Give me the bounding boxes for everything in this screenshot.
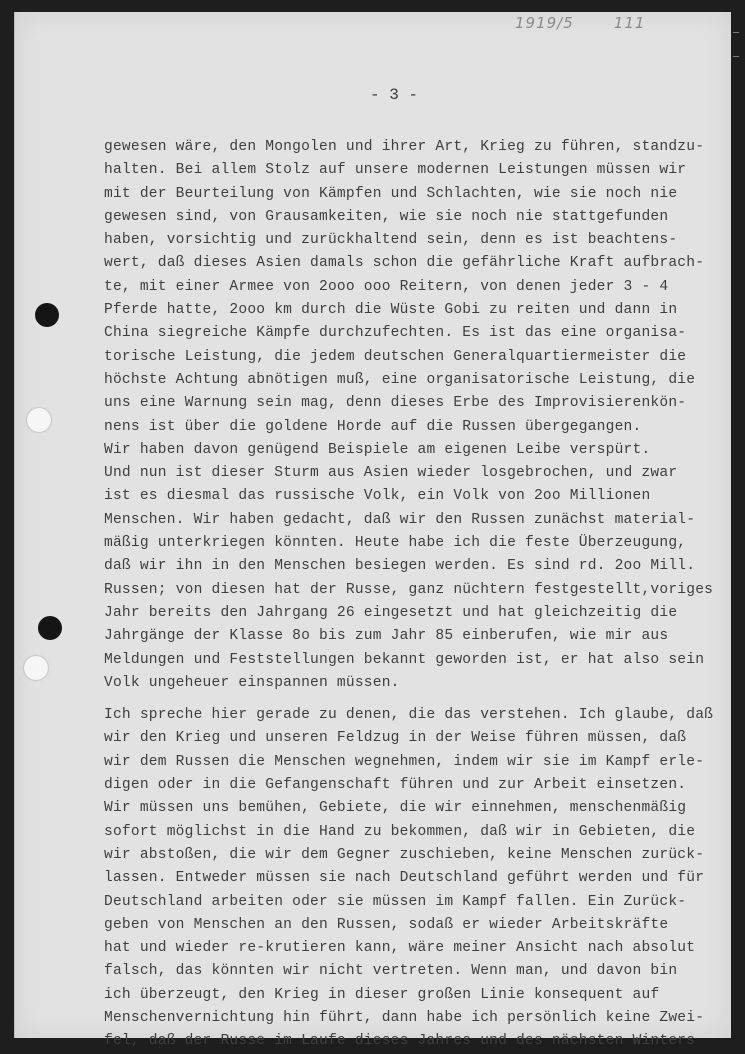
punch-hole (27, 408, 51, 432)
text-line: hat und wieder re-krutieren kann, wäre meiner Ansicht nach absolut (104, 940, 696, 957)
text-line: uns eine Warnung sein mag, denn dieses Erbe des Improvisierenkön- (104, 395, 687, 412)
archive-folio: 111 (613, 14, 646, 32)
text-line: Jahrgänge der Klasse 8o bis zum Jahr 85 einberufen, wie mir aus (104, 628, 669, 645)
punch-hole (35, 303, 59, 327)
text-line: mit der Beurteilung von Kämpfen und Schlachten, wie sie noch nie (104, 185, 678, 202)
text-line: Menschen. Wir haben gedacht, daß wir den Russen zunächst material- (104, 511, 696, 528)
archive-mark (515, 14, 645, 32)
text-line: sofort möglichst in die Hand zu bekommen, daß wir in Gebieten, die (104, 823, 696, 840)
text-line: Meldungen und Feststellungen bekannt geworden ist, er hat also sein (104, 651, 705, 668)
text-line: Wir müssen uns bemühen, Gebiete, die wir einnehmen, menschenmäßig (104, 800, 687, 817)
text-line: wir abstoßen, die wir dem Gegner zuschieben, keine Menschen zurück- (104, 846, 705, 863)
text-line: höchste Achtung abnötigen muß, eine organisatorische Leistung, die (104, 371, 696, 388)
text-line: falsch, das könnten wir nicht vertreten. Wenn man, und davon bin (104, 963, 678, 980)
text-line: Jahr bereits den Jahrgang 26 eingesetzt und hat gleichzeitig die (104, 604, 678, 621)
text-line: mäßig unterkriegen könnten. Heute habe ich die feste Überzeugung, (104, 535, 687, 552)
text-line: digen oder in die Gefangenschaft führen und zur Arbeit einsetzen. (104, 777, 687, 794)
edge-mark (733, 56, 739, 57)
text-line: Menschenvernichtung hin führt, dann habe ich persönlich keine Zwei- (104, 1009, 705, 1026)
text-line: daß wir ihn in den Menschen besiegen werden. Es sind rd. 2oo Mill. (104, 558, 696, 575)
text-line: Russen; von diesen hat der Russe, ganz nüchtern festgestellt,voriges (104, 581, 714, 598)
text-line: lassen. Entweder müssen sie nach Deutschland geführt werden und für (104, 870, 705, 887)
text-line: wir den Krieg und unseren Feldzug in der Weise führen müssen, daß (104, 730, 687, 747)
text-line: te, mit einer Armee von 2ooo ooo Reitern, von denen jeder 3 - 4 (104, 278, 669, 295)
archive-number: 1919/5 (515, 14, 574, 32)
text-line: fel, daß der Russe im Laufe dieses Jahres und des nächsten Winters (104, 1033, 696, 1050)
text-line: haben, vorsichtig und zurückhaltend sein, denn es ist beachtens- (104, 232, 678, 249)
text-line: gewesen wäre, den Mongolen und ihrer Art, Krieg zu führen, standzu- (104, 139, 705, 155)
punch-hole (24, 656, 48, 680)
text-line: Deutschland arbeiten oder sie müssen im Kampf fallen. Ein Zurück- (104, 893, 687, 910)
text-line: China siegreiche Kämpfe durchzufechten. Es ist das eine organisa- (104, 325, 687, 342)
punch-hole (38, 616, 62, 640)
text-line: Pferde hatte, 2ooo km durch die Wüste Gobi zu reiten und dann in (104, 302, 678, 319)
text-line: ich überzeugt, den Krieg in dieser großen Linie konsequent auf (104, 986, 660, 1003)
page-number: - 3 - (370, 86, 419, 104)
text-line: geben von Menschen an den Russen, sodaß er wieder Arbeitskräfte (104, 916, 669, 933)
text-line: nens ist über die goldene Horde auf die Russen übergegangen. (104, 418, 642, 435)
text-line: Ich spreche hier gerade zu denen, die das verstehen. Ich glaube, daß (104, 707, 714, 724)
text-line: halten. Bei allem Stolz auf unsere modernen Leistungen müssen wir (104, 162, 687, 179)
text-line: Wir haben davon genügend Beispiele am eigenen Leibe verspürt. (104, 441, 651, 458)
text-line: Volk ungeheuer einspannen müssen. (104, 674, 400, 691)
typed-text (104, 136, 744, 1054)
text-line: Und nun ist dieser Sturm aus Asien wieder losgebrochen, und zwar (104, 465, 678, 482)
text-line: ist es diesmal das russische Volk, ein Volk von 2oo Millionen (104, 488, 651, 505)
text-line: wir dem Russen die Menschen wegnehmen, indem wir sie im Kampf erle- (104, 753, 705, 770)
edge-mark (733, 32, 739, 33)
text-line: wert, daß dieses Asien damals schon die gefährliche Kraft aufbrach- (104, 255, 705, 272)
text-line: torische Leistung, die jedem deutschen Generalquartiermeister die (104, 348, 687, 365)
text-line: gewesen sind, von Grausamkeiten, wie sie noch nie stattgefunden (104, 208, 669, 225)
